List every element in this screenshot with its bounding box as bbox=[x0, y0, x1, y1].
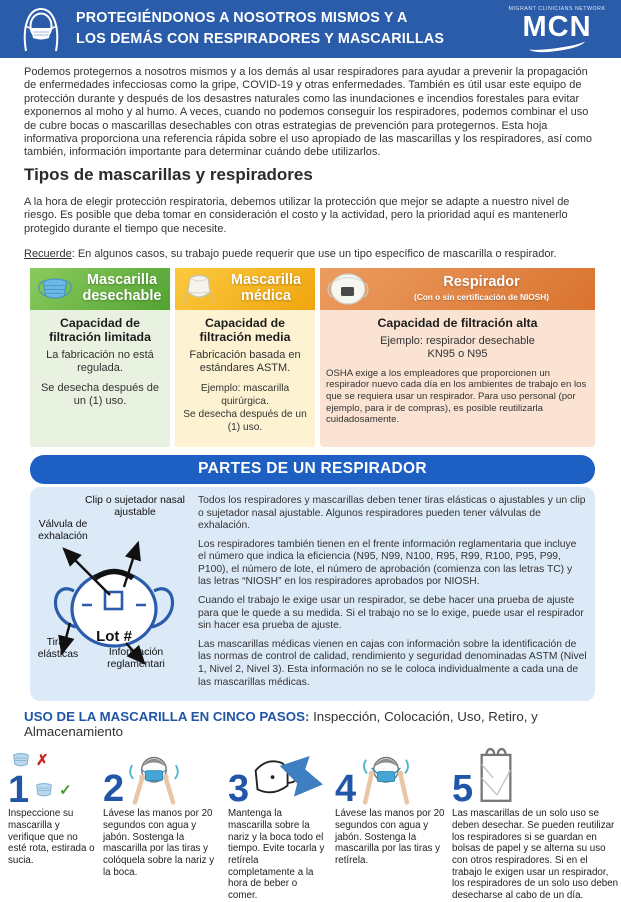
step-2-icon-area bbox=[103, 741, 221, 810]
step-3-icon-area bbox=[228, 741, 328, 810]
column3-line1: Ejemplo: respirador desechable KN95 o N95 bbox=[380, 334, 535, 360]
column-body-respirador bbox=[320, 310, 595, 447]
step-3-text: Mantenga la mascarilla sobre la nariz y la boca todo el tiempo. Evite tocarla y retírela completamente a la hora de beber o comer. bbox=[228, 808, 325, 902]
column-title-respirador: Respirador bbox=[443, 274, 520, 291]
mcn-logo bbox=[501, 7, 613, 51]
column-title-desechable: Mascarilla desechable bbox=[82, 271, 162, 304]
step-5 bbox=[452, 741, 620, 902]
good-mask-icon bbox=[31, 780, 57, 800]
doff-mask-icon bbox=[357, 749, 415, 805]
x-icon: ✗ bbox=[36, 752, 49, 770]
respirator-diagram bbox=[34, 495, 192, 679]
mcn-logo-text: MCN bbox=[522, 11, 592, 44]
n95-respirator-icon bbox=[325, 271, 369, 307]
step-5-number: 5 bbox=[452, 767, 474, 810]
inspect-mask-icon bbox=[8, 745, 72, 812]
lot-number-label: Lot # bbox=[96, 627, 132, 645]
label-elastic-straps: Tiras elásticas bbox=[37, 636, 79, 660]
column-header-desechable bbox=[30, 268, 170, 310]
step-1-number: 1 bbox=[8, 769, 30, 812]
filtration-heading-1: Capacidad de filtración limitada bbox=[49, 315, 151, 344]
recuerde-label: Recuerde bbox=[24, 247, 72, 260]
uso-heading bbox=[24, 709, 599, 739]
check-icon: ✓ bbox=[59, 782, 72, 800]
column2-line2: Ejemplo: mascarilla quirúrgica. Se desecha después de un (1) uso. bbox=[183, 382, 307, 433]
step-1-text: Inspeccione su mascarilla y verifique que no esté rota, estirada o sucia. bbox=[8, 808, 95, 867]
page-title-line1: PROTEGIÉNDONOS A NOSOTROS MISMOS Y A bbox=[76, 9, 408, 26]
step-5-icon-area bbox=[452, 741, 620, 810]
column-header-medica bbox=[175, 268, 315, 310]
disposable-mask-icon bbox=[35, 274, 75, 304]
step-2-number: 2 bbox=[103, 767, 125, 810]
masked-person-icon bbox=[20, 6, 62, 52]
partes-banner: PARTES DE UN RESPIRADOR bbox=[30, 455, 595, 484]
recuerde-text: : En algunos casos, su trabajo puede requerir que use un tipo específico de mascarilla o respirador. bbox=[71, 247, 557, 260]
respirador-title-block bbox=[373, 275, 590, 302]
mcn-logo-subtitle: MIGRANT CLINICIANS NETWORK bbox=[508, 5, 606, 12]
column-mascarilla-medica bbox=[175, 268, 315, 447]
step-3 bbox=[228, 741, 328, 902]
intro-paragraph: Podemos protegernos a nosotros mismos y a los demás al usar respiradores para ayudar a prevenir la propagación de enfermedades infecciosas como la gripe, COVID-19 y otras enfermedades. También es útil usar este equipo de protección durante y después de los desastres naturales como las inundaciones e incendios forestales para evitar exponernos al moho y al humo. A veces, cuando no podemos conseguir los respiradores, podemos combinar el uso de cubre bocas o mascarillas desechables con otras estrategias de prevención para protegernos. Esta hoja informativa proporciona una referencia rápida sobre el uso apropiado de las mascarillas y los respiradores, así como también, información importante para determinar cuándo debe utilizarlos. bbox=[24, 66, 593, 159]
partes-paragraph-3: Cuando el trabajo le exige usar un respirador, se debe hacer una prueba de ajuste para que le quede a su medida. Si el trabajo no se lo exige, puede usar el respirador sin hacer esa prueba de ajuste. bbox=[198, 595, 584, 632]
partes-section bbox=[30, 487, 595, 701]
step-4-icon-area bbox=[335, 741, 445, 810]
column1-line2: Se desecha después de un (1) uso. bbox=[40, 381, 160, 407]
step-4-number: 4 bbox=[335, 767, 357, 810]
section-heading-tipos: Tipos de mascarillas y respiradores bbox=[24, 164, 313, 184]
five-steps bbox=[8, 741, 619, 902]
step-3-number: 3 bbox=[228, 767, 250, 810]
filtration-heading-2: Capacidad de filtración media bbox=[199, 315, 291, 344]
header-banner bbox=[0, 0, 621, 58]
filtration-heading-3: Capacidad de filtración alta bbox=[377, 315, 538, 330]
step-2-text: Lávese las manos por 20 segundos con agua y jabón. Sostenga la mascarilla por las tiras y colóquela sobre la nariz y la boca. bbox=[103, 808, 215, 878]
step-4-text: Lávese las manos por 20 segundos con agua y jabón. Sostenga la mascarilla por las tiras y retírela. bbox=[335, 808, 445, 867]
don-mask-icon bbox=[125, 749, 183, 805]
label-nose-clip: Clip o sujetador nasal ajustable bbox=[85, 494, 185, 518]
column1-line1: La fabricación no está regulada. bbox=[46, 348, 154, 374]
tipos-paragraph: A la hora de elegir protección respiratoria, debemos utilizar la protección que mejor se adapte a nuestro nivel de riesgo. Es posible que deba tomar en consideración el costo y la actividad, pero la prioridad aquí es mantenerlo protegido durante el tiempo que necesite. bbox=[24, 195, 570, 236]
label-regulatory-info: Información reglamentari bbox=[107, 646, 165, 670]
column-body-medica bbox=[175, 310, 315, 447]
page-title bbox=[76, 8, 487, 51]
label-exhalation-valve: Válvula de exhalación bbox=[38, 518, 88, 542]
uso-heading-rest: Inspección, Colocación, Uso, Retiro, y Almacenamiento bbox=[24, 709, 538, 740]
column-respirador bbox=[320, 268, 595, 447]
column-mascarilla-desechable bbox=[30, 268, 170, 447]
column-body-desechable bbox=[30, 310, 170, 447]
uso-heading-bold: USO DE LA MASCARILLA EN CINCO PASOS: bbox=[24, 709, 310, 725]
column-header-respirador bbox=[320, 268, 595, 310]
step-1-icon-area bbox=[8, 741, 96, 812]
step-1 bbox=[8, 741, 96, 902]
recuerde-note bbox=[24, 248, 599, 260]
step-5-text: Las mascarillas de un solo uso se deben desechar. Se pueden reutilizar los respiradores si se guardan en bolsas de papel y se alterna su uso con otros respiradores. Si en el trabajo le exigen usar un respirador, los respiradores de un solo uso deben desecharse al cabo de un día. bbox=[452, 808, 619, 902]
partes-paragraph-2: Los respiradores también tienen en el frente información reglamentaria que incluye el número que indica la eficiencia (N95, N99, N100, R95, R99, R100, P95, P99, P100), el número de lote, el número de aprobación (comienza con las letras TC) y las letras “NIOSH” en los respiradores aprobados por NIOSH. bbox=[198, 538, 577, 588]
bad-mask-icon bbox=[8, 750, 34, 770]
partes-paragraphs bbox=[198, 495, 587, 695]
step-4 bbox=[335, 741, 445, 902]
medical-mask-icon bbox=[180, 272, 218, 306]
partes-paragraph-4: Las mascarillas médicas vienen en cajas con información sobre la identificación de las normas de control de calidad, rendimiento y seguridad denominadas ASTM (Nivel 1, Nivel 2, Nivel 3). Esta información no se le coloca individualmente a cada una de las mascarillas médicas. bbox=[198, 638, 587, 688]
column2-line1: Fabricación basada en estándares ASTM. bbox=[189, 348, 301, 374]
mask-types-columns bbox=[30, 268, 595, 447]
partes-paragraph-1: Todos los respiradores y mascarillas deben tener tiras elásticas o ajustables y un clip o sujetador nasal ajustable. Algunos respiradores pueden tener válvulas de exhalación. bbox=[198, 494, 586, 532]
column-title-medica: Mascarilla médica bbox=[230, 271, 302, 304]
step-2 bbox=[103, 741, 221, 902]
column3-osha-note: OSHA exige a los empleadores que proporcionen un respirador nuevo cada día en los ambientes de trabajo en los que se requiera usar un respirador. Para uso personal (por ejemplo, para ir de compras), es posible reutilizarla cuidadosamente. bbox=[326, 367, 587, 426]
paper-bag-icon bbox=[474, 745, 518, 805]
page-title-line2: LOS DEMÁS CON RESPIRADORES Y MASCARILLAS bbox=[76, 31, 445, 47]
column-subtitle-respirador: (Con o sin certificación de NIOSH) bbox=[413, 291, 550, 302]
mask-on-face-icon bbox=[250, 753, 312, 805]
